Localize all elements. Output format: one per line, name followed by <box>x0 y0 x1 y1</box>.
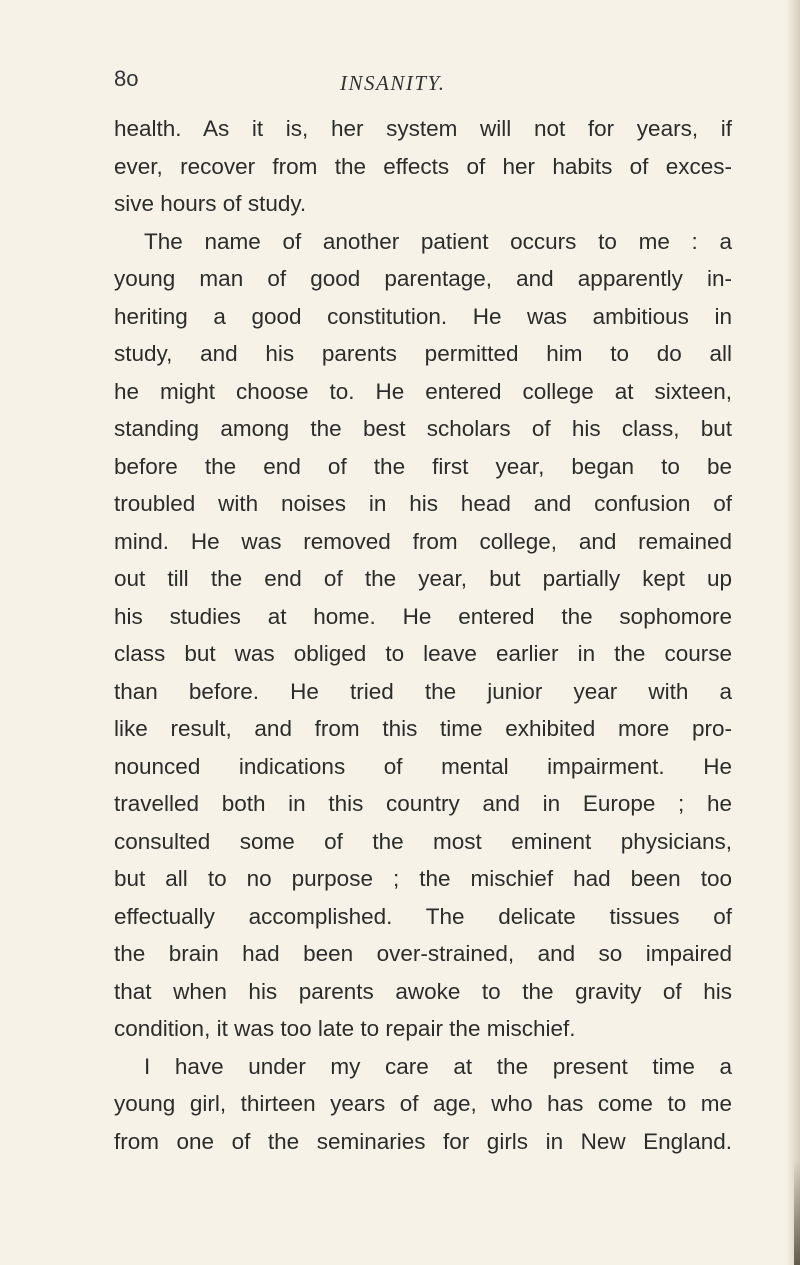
page-edge-shadow <box>786 0 800 1265</box>
paragraph-1 <box>114 110 732 223</box>
body-text <box>114 110 732 1160</box>
text-line: the brain had been over-strained, and so impaired <box>114 941 732 966</box>
text-line: heriting a good constitution. He was ambitious in <box>114 303 732 329</box>
text-line: I have under my care at the present time a <box>144 1053 732 1079</box>
text-line: than before. He tried the junior year with a <box>114 678 732 704</box>
text-line: nounced indications of mental impairment. He <box>114 753 732 779</box>
running-title: INSANITY. <box>340 71 446 95</box>
text-line: from one of the seminaries for girls in New England. <box>114 1128 732 1154</box>
paragraph-3 <box>114 1048 732 1161</box>
text-line: young girl, thirteen years of age, who has come to me <box>114 1091 732 1116</box>
text-line: effectually accomplished. The delicate tissues of <box>114 903 732 929</box>
text-line: The name of another patient occurs to me : a <box>144 228 732 254</box>
page-edge-dark-corner <box>794 1160 800 1265</box>
page-number: 8o <box>114 66 139 91</box>
page-header <box>0 66 800 106</box>
text-line: troubled with noises in his head and confusion of <box>114 491 732 516</box>
text-line: sive hours of study. <box>114 191 307 216</box>
text-line: but all to no purpose ; the mischief had been too <box>114 866 732 891</box>
text-line: travelled both in this country and in Europe ; he <box>114 791 732 816</box>
text-line: like result, and from this time exhibited more pro- <box>114 716 732 741</box>
text-line: his studies at home. He entered the sophomore <box>114 603 732 629</box>
text-line: ever, recover from the effects of her habits of exces- <box>114 153 732 179</box>
text-line: standing among the best scholars of his class, but <box>114 416 732 441</box>
text-line: consulted some of the most eminent physicians, <box>114 828 732 854</box>
text-line: out till the end of the year, but partially kept up <box>114 566 732 591</box>
text-line: condition, it was too late to repair the mischief. <box>114 1016 576 1041</box>
text-line: class but was obliged to leave earlier in the course <box>114 641 732 666</box>
text-line: he might choose to. He entered college at sixteen, <box>114 378 732 404</box>
text-line: health. As it is, her system will not for years, if <box>114 116 732 141</box>
text-line: study, and his parents permitted him to do all <box>114 341 732 366</box>
text-line: that when his parents awoke to the gravity of his <box>114 978 732 1004</box>
text-line: young man of good parentage, and apparently in- <box>114 266 732 291</box>
text-line: mind. He was removed from college, and remained <box>114 528 732 554</box>
text-line: before the end of the first year, began to be <box>114 453 732 479</box>
paragraph-2 <box>114 223 732 1048</box>
